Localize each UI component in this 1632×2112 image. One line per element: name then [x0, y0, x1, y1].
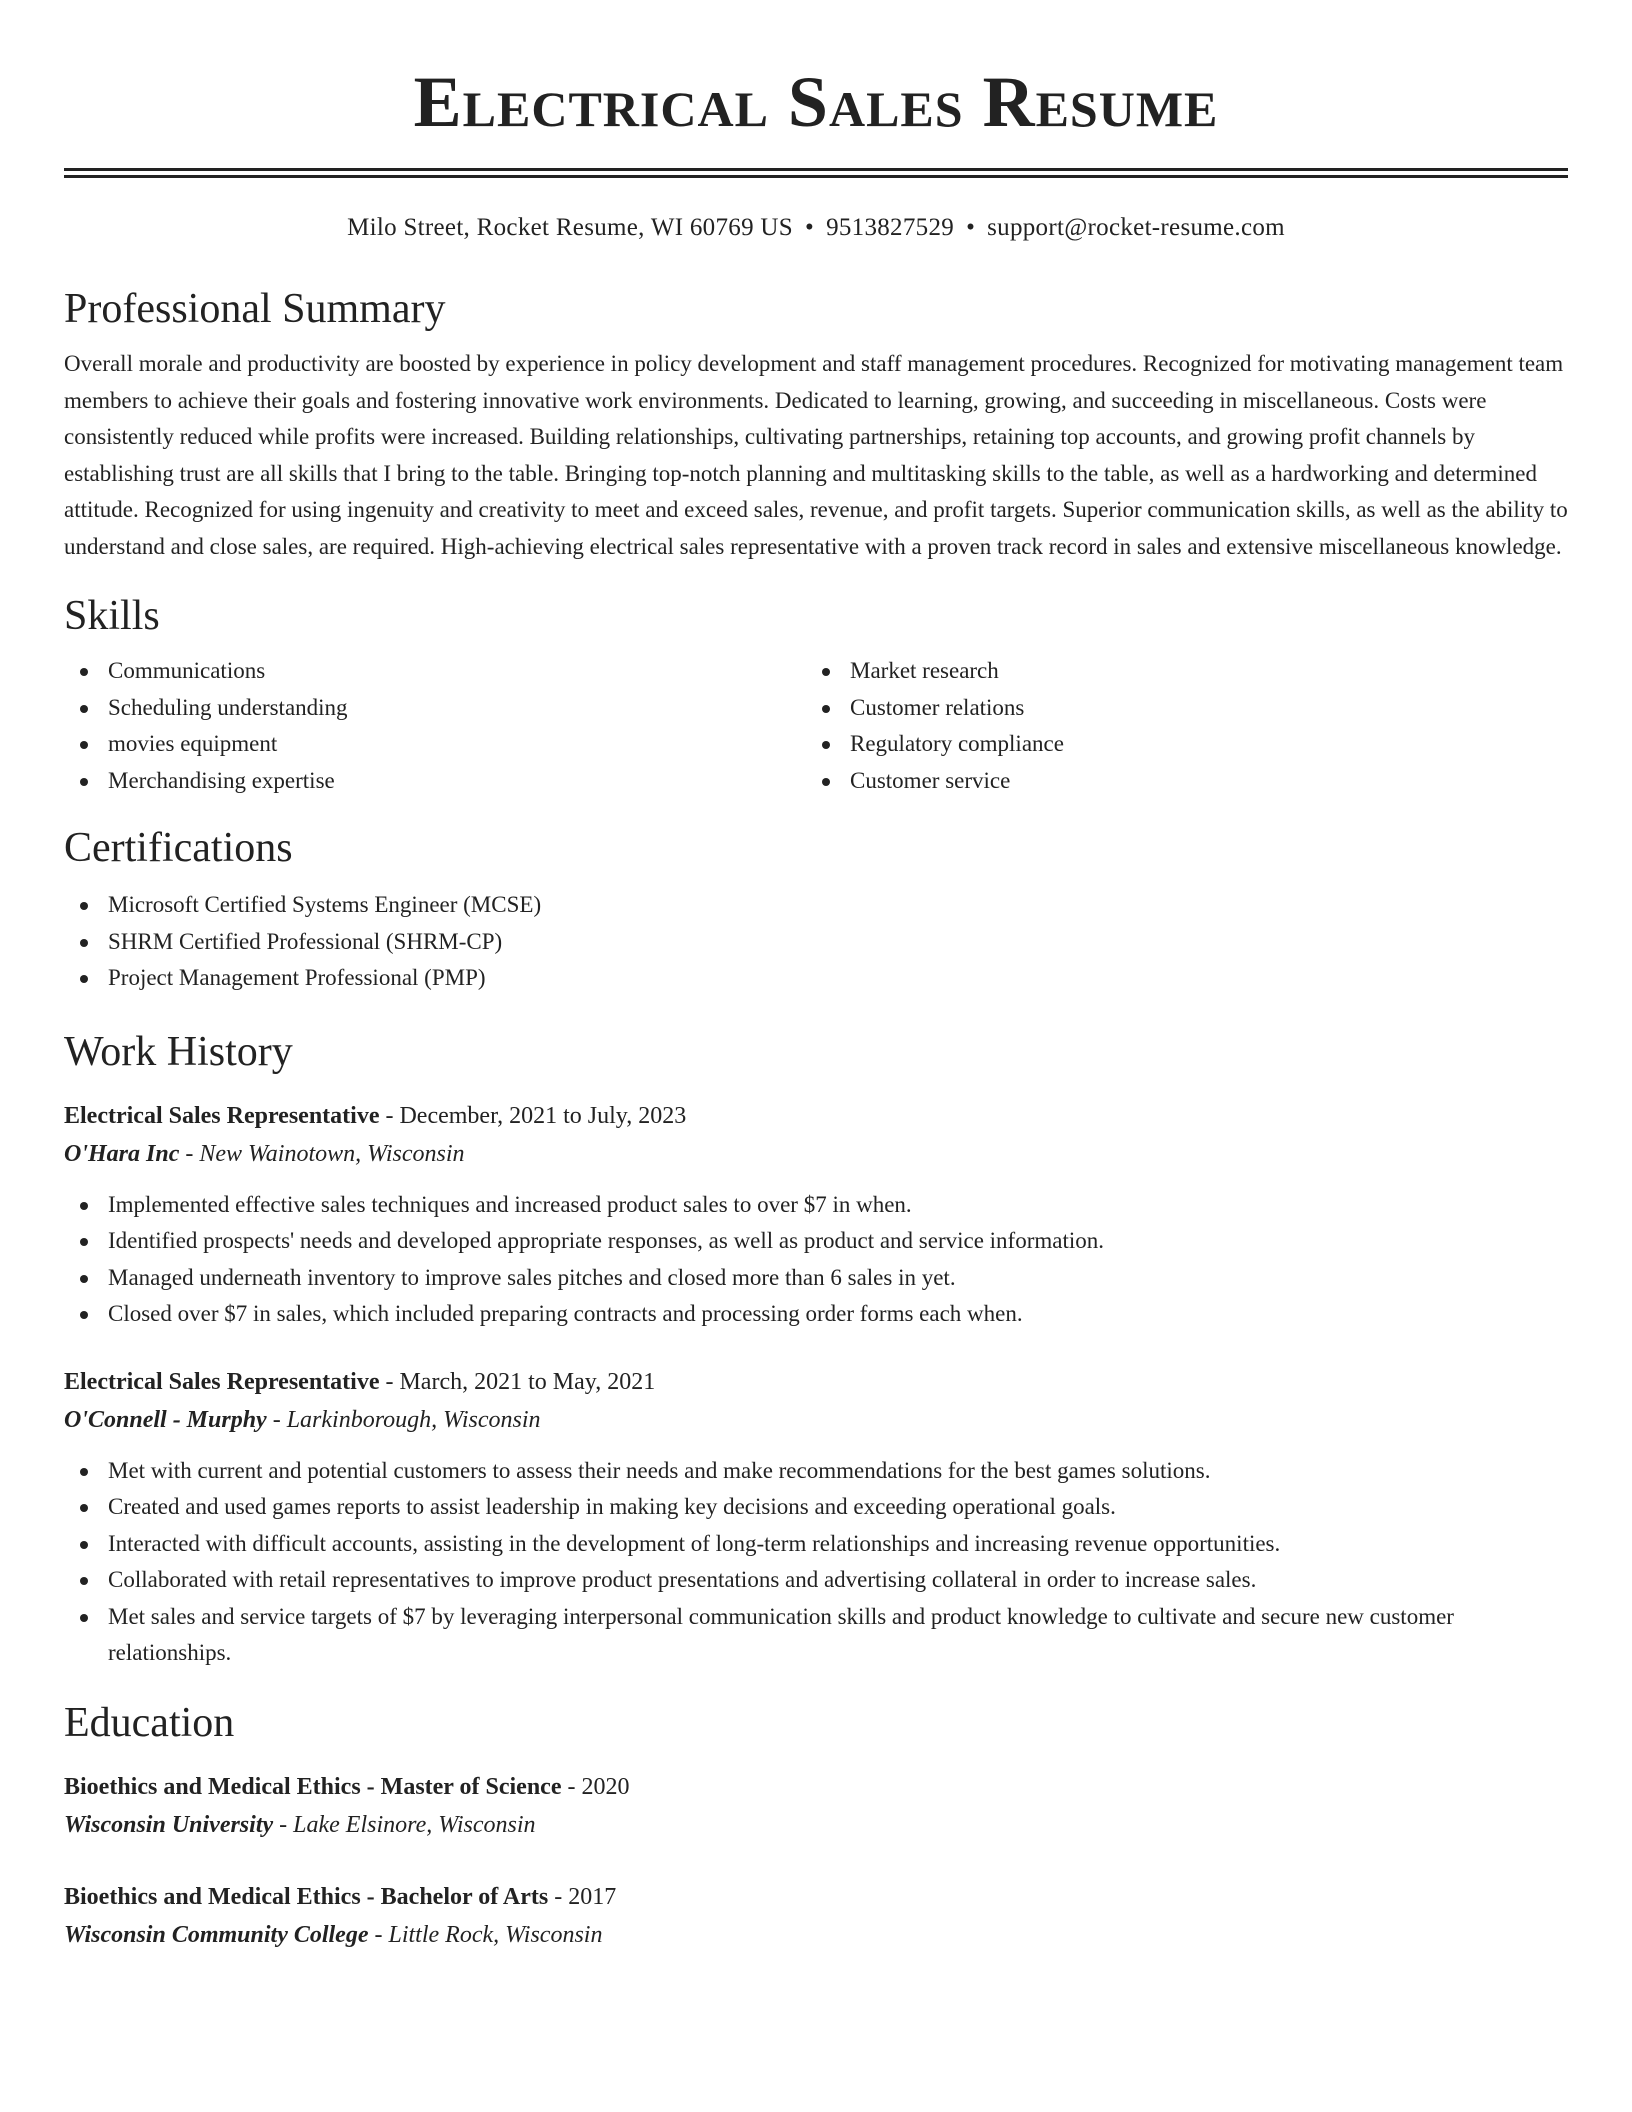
- degree-line: [64, 1878, 1568, 1916]
- degree-year: - 2020: [567, 1773, 630, 1800]
- contact-phone: 9513827529: [826, 214, 955, 241]
- job-bullets: [64, 1187, 1568, 1333]
- job-title-line: [64, 1097, 1568, 1135]
- school-name: Wisconsin Community College: [64, 1921, 369, 1948]
- skills-heading: Skills: [64, 593, 160, 639]
- degree-name: Bioethics and Medical Ethics - Master of Science: [64, 1773, 562, 1800]
- job-company: O'Hara Inc: [64, 1140, 180, 1167]
- degree-year: - 2017: [554, 1883, 617, 1910]
- job-entry: [64, 1097, 1568, 1333]
- skill-item: Regulatory compliance: [806, 726, 1548, 763]
- summary-text: Overall morale and productivity are boosted by experience in policy development and staff management procedures. Recognized for motivating management team members to achieve their goals and fostering innovative work environments. Dedicated to learning, growing, and succeeding in miscellaneous. Costs were consistently reduced while profits were increased. Building relationships, cultivating partnerships, retaining top accounts, and growing profit channels by establishing trust are all skills that I bring to the table. Bringing top-notch planning and multitasking skills to the table, as well as a hardworking and determined attitude. Recognized for using ingenuity and creativity to meet and exceed sales, revenue, and profit targets. Superior communication skills, as well as the ability to understand and close sales, are required. High-achieving electrical sales representative with a proven track record in sales and extensive miscellaneous knowledge.: [64, 351, 1568, 559]
- job-title: Electrical Sales Representative: [64, 1368, 380, 1395]
- skill-item: Communications: [64, 653, 806, 690]
- contact-email: support@rocket-resume.com: [987, 214, 1285, 241]
- job-location: - Larkinborough, Wisconsin: [272, 1406, 541, 1433]
- skill-item: movies equipment: [64, 726, 806, 763]
- skill-item: Scheduling understanding: [64, 690, 806, 727]
- degree-name: Bioethics and Medical Ethics - Bachelor of Arts: [64, 1883, 549, 1910]
- skills-list-left: [64, 653, 806, 799]
- job-bullet: Implemented effective sales techniques and increased product sales to over $7 in when.: [64, 1187, 1568, 1224]
- contact-separator: •: [966, 214, 976, 241]
- job-title-line: [64, 1363, 1568, 1401]
- school-location: - Little Rock, Wisconsin: [374, 1921, 603, 1948]
- job-bullet: Created and used games reports to assist leadership in making key decisions and exceeding operational goals.: [64, 1489, 1568, 1526]
- school-line: [64, 1806, 1568, 1844]
- job-bullets: [64, 1453, 1568, 1672]
- skill-item: Market research: [806, 653, 1548, 690]
- skill-item: Customer relations: [806, 690, 1548, 727]
- certifications-list: [64, 887, 1568, 997]
- job-bullet: Met sales and service targets of $7 by leveraging interpersonal communication skills and product knowledge to cultivate and secure new customer relationships.: [64, 1599, 1568, 1672]
- contact-separator: •: [805, 214, 815, 241]
- resume-title: Electrical Sales Resume: [413, 62, 1219, 142]
- school-location: - Lake Elsinore, Wisconsin: [279, 1811, 536, 1838]
- job-location: - New Wainotown, Wisconsin: [185, 1140, 465, 1167]
- certifications-heading: Certifications: [64, 825, 293, 871]
- job-bullet: Closed over $7 in sales, which included preparing contracts and processing order forms each when.: [64, 1296, 1568, 1333]
- contact-line: [64, 212, 1568, 244]
- skills-columns: [64, 653, 1568, 799]
- skill-item: Merchandising expertise: [64, 763, 806, 800]
- job-bullet: Met with current and potential customers to assess their needs and make recommendations for the best games solutions.: [64, 1453, 1568, 1490]
- certification-item: Project Management Professional (PMP): [64, 960, 1568, 997]
- job-bullet: Managed underneath inventory to improve sales pitches and closed more than 6 sales in yet.: [64, 1260, 1568, 1297]
- degree-line: [64, 1768, 1568, 1806]
- skill-item: Customer service: [806, 763, 1548, 800]
- school-name: Wisconsin University: [64, 1811, 274, 1838]
- job-company: O'Connell - Murphy: [64, 1406, 267, 1433]
- job-dates: - March, 2021 to May, 2021: [385, 1368, 656, 1395]
- certification-item: SHRM Certified Professional (SHRM-CP): [64, 924, 1568, 961]
- summary-heading: Professional Summary: [64, 286, 446, 332]
- job-company-line: [64, 1401, 1568, 1439]
- certification-item: Microsoft Certified Systems Engineer (MCSE): [64, 887, 1568, 924]
- school-line: [64, 1916, 1568, 1954]
- education-entry: [64, 1768, 1568, 1844]
- job-bullet: Interacted with difficult accounts, assisting in the development of long-term relationships and increasing revenue opportunities.: [64, 1526, 1568, 1563]
- job-title: Electrical Sales Representative: [64, 1102, 380, 1129]
- job-bullet: Identified prospects' needs and developed appropriate responses, as well as product and service information.: [64, 1223, 1568, 1260]
- education-heading: Education: [64, 1699, 235, 1746]
- job-bullet: Collaborated with retail representatives to improve product presentations and advertising collateral in order to increase sales.: [64, 1562, 1568, 1599]
- job-company-line: [64, 1135, 1568, 1173]
- skills-list-right: [806, 653, 1548, 799]
- work-history-heading: Work History: [64, 1028, 293, 1075]
- job-dates: - December, 2021 to July, 2023: [385, 1102, 687, 1129]
- title-double-rule: [64, 168, 1568, 178]
- job-entry: [64, 1363, 1568, 1672]
- contact-address: Milo Street, Rocket Resume, WI 60769 US: [347, 214, 793, 241]
- education-entry: [64, 1878, 1568, 1954]
